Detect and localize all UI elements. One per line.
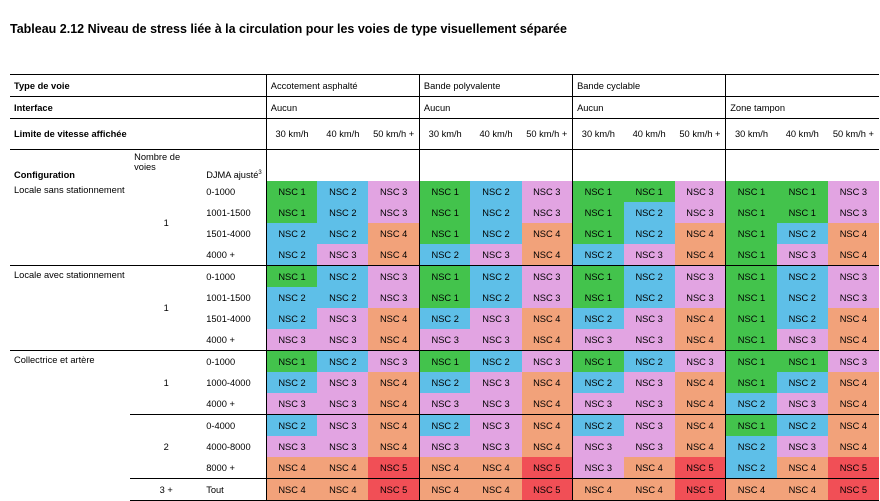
- stress-cell: NSC 4: [675, 223, 726, 244]
- interface-group: Aucun: [573, 97, 726, 119]
- lane-count: 1: [130, 351, 202, 415]
- interface-group: Zone tampon: [726, 97, 879, 119]
- lane-count: 2: [130, 415, 202, 479]
- type-group: Accotement asphalté: [266, 75, 419, 97]
- empty-group-cell: [419, 150, 572, 182]
- djma-range: 1001-1500: [206, 292, 251, 303]
- djma-range: 1501-4000: [206, 228, 251, 239]
- stress-cell: NSC 3: [266, 329, 317, 351]
- stress-cell: NSC 1: [777, 351, 828, 373]
- stress-cell: NSC 3: [317, 244, 368, 266]
- stress-cell: NSC 3: [828, 181, 879, 202]
- stress-cell: NSC 1: [726, 351, 777, 373]
- footnote-ref: 3: [258, 169, 262, 176]
- stress-cell: NSC 4: [368, 393, 419, 415]
- stress-cell: NSC 3: [317, 329, 368, 351]
- stress-cell: NSC 2: [470, 223, 521, 244]
- stress-cell: NSC 4: [368, 244, 419, 266]
- stress-cell: NSC 4: [522, 329, 573, 351]
- voies-label: Nombre de voies: [134, 152, 181, 172]
- stress-cell: NSC 4: [828, 244, 879, 266]
- stress-cell: NSC 4: [317, 457, 368, 479]
- stress-cell: NSC 5: [522, 479, 573, 501]
- stress-cell: NSC 3: [419, 329, 470, 351]
- stress-cell: NSC 4: [522, 393, 573, 415]
- stress-cell: NSC 3: [828, 266, 879, 288]
- stress-cell: NSC 1: [266, 351, 317, 373]
- speed-header: 40 km/h: [624, 119, 675, 150]
- stress-cell: NSC 2: [777, 266, 828, 288]
- lane-count: 3 +: [130, 479, 202, 501]
- stress-cell: NSC 3: [828, 287, 879, 308]
- stress-cell: NSC 4: [368, 372, 419, 393]
- type-label: Type de voie: [10, 75, 266, 97]
- stress-cell: NSC 1: [419, 202, 470, 223]
- stress-cell: NSC 2: [419, 308, 470, 329]
- stress-cell: NSC 4: [522, 223, 573, 244]
- stress-cell: NSC 3: [317, 372, 368, 393]
- stress-cell: NSC 1: [266, 266, 317, 288]
- stress-cell: NSC 4: [522, 436, 573, 457]
- stress-cell: NSC 2: [317, 202, 368, 223]
- stress-cell: NSC 1: [726, 202, 777, 223]
- stress-cell: NSC 4: [828, 308, 879, 329]
- stress-cell: NSC 3: [317, 393, 368, 415]
- stress-cell: NSC 3: [368, 202, 419, 223]
- stress-cell: NSC 4: [624, 479, 675, 501]
- djma-label-text: DJMA ajusté: [206, 170, 259, 180]
- stress-cell: NSC 3: [470, 244, 521, 266]
- stress-cell: NSC 5: [828, 479, 879, 501]
- stress-cell: NSC 3: [368, 181, 419, 202]
- djma-range: 1001-1500: [206, 207, 251, 218]
- speed-header: 50 km/h +: [675, 119, 726, 150]
- stress-cell: NSC 3: [675, 202, 726, 223]
- stress-cell: NSC 3: [828, 351, 879, 373]
- stress-cell: NSC 1: [419, 223, 470, 244]
- speed-header: 50 km/h +: [368, 119, 419, 150]
- stress-cell: NSC 3: [675, 351, 726, 373]
- stress-cell: NSC 3: [470, 308, 521, 329]
- stress-cell: NSC 3: [777, 329, 828, 351]
- stress-cell: NSC 2: [726, 436, 777, 457]
- stress-cell: NSC 3: [675, 287, 726, 308]
- djma-range: Tout: [202, 479, 266, 501]
- stress-cell: NSC 3: [573, 393, 624, 415]
- stress-cell: NSC 4: [777, 457, 828, 479]
- speed-header: 50 km/h +: [828, 119, 879, 150]
- stress-cell: NSC 5: [828, 457, 879, 479]
- stress-cell: NSC 1: [419, 266, 470, 288]
- stress-cell: NSC 3: [419, 436, 470, 457]
- type-group: Bande cyclable: [573, 75, 726, 97]
- stress-cell: NSC 4: [828, 393, 879, 415]
- speed-header: 40 km/h: [470, 119, 521, 150]
- stress-cell: NSC 1: [266, 181, 317, 202]
- speed-header: 30 km/h: [266, 119, 317, 150]
- stress-cell: NSC 4: [419, 479, 470, 501]
- stress-cell: NSC 4: [368, 308, 419, 329]
- stress-cell: NSC 4: [317, 479, 368, 501]
- stress-cell: NSC 1: [419, 287, 470, 308]
- djma-range: 0-1000: [202, 351, 266, 373]
- djma-label: [202, 150, 266, 182]
- stress-cell: NSC 4: [828, 329, 879, 351]
- config-name: Locale sans stationnement: [14, 185, 125, 195]
- djma-range: 0-1000: [202, 266, 266, 288]
- stress-cell: NSC 3: [624, 415, 675, 437]
- stress-cell: NSC 3: [522, 181, 573, 202]
- lane-count: 1: [163, 218, 169, 228]
- stress-cell: NSC 5: [675, 479, 726, 501]
- stress-cell: NSC 4: [522, 372, 573, 393]
- stress-cell: NSC 1: [419, 351, 470, 373]
- stress-cell: NSC 1: [573, 202, 624, 223]
- stress-cell: NSC 3: [624, 372, 675, 393]
- stress-cell: NSC 3: [470, 415, 521, 437]
- stress-cell: NSC 2: [317, 266, 368, 288]
- stress-cell: NSC 2: [624, 287, 675, 308]
- stress-cell: NSC 2: [266, 223, 317, 244]
- stress-cell: NSC 3: [522, 202, 573, 223]
- djma-range: 1000-4000: [206, 377, 251, 388]
- stress-cell: NSC 4: [675, 372, 726, 393]
- stress-cell: NSC 3: [317, 436, 368, 457]
- stress-cell: NSC 1: [726, 266, 777, 288]
- stress-cell: NSC 1: [573, 266, 624, 288]
- stress-cell: NSC 3: [470, 436, 521, 457]
- stress-cell: NSC 3: [317, 415, 368, 437]
- stress-cell: NSC 4: [828, 436, 879, 457]
- stress-cell: NSC 5: [368, 479, 419, 501]
- stress-cell: NSC 3: [368, 351, 419, 373]
- table-title: Tableau 2.12 Niveau de stress liée à la circulation pour les voies de type visuellement séparée: [10, 22, 567, 36]
- stress-cell: NSC 3: [675, 266, 726, 288]
- stress-cell: NSC 4: [675, 415, 726, 437]
- type-group: Bande polyvalente: [419, 75, 572, 97]
- stress-cell: NSC 2: [777, 223, 828, 244]
- stress-cell: NSC 1: [573, 287, 624, 308]
- stress-cell: NSC 3: [573, 436, 624, 457]
- stress-cell: NSC 4: [675, 436, 726, 457]
- stress-cell: NSC 4: [726, 479, 777, 501]
- stress-cell: NSC 3: [470, 393, 521, 415]
- stress-cell: NSC 1: [726, 223, 777, 244]
- stress-cell: NSC 2: [573, 308, 624, 329]
- stress-cell: NSC 3: [624, 436, 675, 457]
- stress-cell: NSC 2: [726, 457, 777, 479]
- stress-cell: NSC 2: [624, 202, 675, 223]
- stress-cell: NSC 1: [573, 223, 624, 244]
- stress-cell: NSC 4: [675, 244, 726, 266]
- stress-cell: NSC 4: [368, 329, 419, 351]
- stress-cell: NSC 4: [522, 244, 573, 266]
- lane-count: 1: [130, 266, 202, 351]
- stress-cell: NSC 2: [573, 244, 624, 266]
- stress-cell: NSC 4: [470, 457, 521, 479]
- stress-level-table: [10, 74, 879, 501]
- stress-cell: NSC 4: [828, 223, 879, 244]
- stress-cell: NSC 4: [573, 479, 624, 501]
- stress-cell: NSC 3: [624, 329, 675, 351]
- speed-header: 30 km/h: [419, 119, 470, 150]
- speed-header: 40 km/h: [777, 119, 828, 150]
- interface-group: Aucun: [266, 97, 419, 119]
- stress-cell: NSC 2: [317, 223, 368, 244]
- stress-cell: NSC 4: [522, 415, 573, 437]
- interface-group: Aucun: [419, 97, 572, 119]
- stress-cell: NSC 1: [777, 181, 828, 202]
- stress-cell: NSC 2: [419, 415, 470, 437]
- stress-cell: NSC 4: [368, 436, 419, 457]
- stress-cell: NSC 1: [726, 181, 777, 202]
- stress-cell: NSC 4: [368, 223, 419, 244]
- stress-cell: NSC 3: [522, 266, 573, 288]
- djma-range: 4000 +: [206, 249, 235, 260]
- djma-range: 0-1000: [206, 186, 236, 197]
- stress-cell: NSC 3: [266, 393, 317, 415]
- stress-cell: NSC 2: [470, 202, 521, 223]
- stress-cell: NSC 2: [470, 181, 521, 202]
- empty-group-cell: [266, 150, 419, 182]
- stress-cell: NSC 3: [777, 436, 828, 457]
- stress-cell: NSC 3: [522, 287, 573, 308]
- stress-cell: NSC 1: [573, 351, 624, 373]
- stress-cell: NSC 5: [675, 457, 726, 479]
- stress-cell: NSC 1: [726, 287, 777, 308]
- djma-range: 8000 +: [206, 462, 235, 473]
- stress-cell: NSC 3: [317, 308, 368, 329]
- stress-cell: NSC 1: [726, 372, 777, 393]
- speed-header: 40 km/h: [317, 119, 368, 150]
- stress-cell: NSC 3: [624, 308, 675, 329]
- stress-cell: NSC 1: [726, 329, 777, 351]
- stress-cell: NSC 3: [266, 436, 317, 457]
- stress-cell: NSC 2: [777, 372, 828, 393]
- stress-cell: NSC 4: [624, 457, 675, 479]
- stress-cell: NSC 3: [419, 393, 470, 415]
- speed-header: 30 km/h: [573, 119, 624, 150]
- config-label: Configuration: [14, 170, 75, 180]
- stress-cell: NSC 2: [266, 244, 317, 266]
- stress-cell: NSC 2: [726, 393, 777, 415]
- stress-cell: NSC 2: [266, 372, 317, 393]
- stress-cell: NSC 2: [624, 351, 675, 373]
- stress-cell: NSC 4: [522, 308, 573, 329]
- speed-header: 50 km/h +: [522, 119, 573, 150]
- stress-cell: NSC 2: [317, 181, 368, 202]
- stress-cell: NSC 3: [624, 393, 675, 415]
- stress-cell: NSC 4: [828, 415, 879, 437]
- stress-cell: NSC 3: [368, 287, 419, 308]
- stress-cell: NSC 2: [266, 287, 317, 308]
- empty-group-cell: [573, 150, 726, 182]
- stress-cell: NSC 2: [624, 266, 675, 288]
- stress-cell: NSC 4: [675, 329, 726, 351]
- config-name: Locale avec stationnement: [10, 266, 130, 351]
- stress-cell: NSC 2: [470, 351, 521, 373]
- stress-cell: NSC 1: [266, 202, 317, 223]
- stress-cell: NSC 4: [675, 308, 726, 329]
- stress-cell: NSC 1: [777, 202, 828, 223]
- stress-cell: NSC 3: [777, 393, 828, 415]
- stress-cell: NSC 1: [726, 308, 777, 329]
- stress-cell: NSC 2: [777, 415, 828, 437]
- stress-cell: NSC 2: [470, 287, 521, 308]
- speed-label: Limite de vitesse affichée: [10, 119, 266, 150]
- speed-header: 30 km/h: [726, 119, 777, 150]
- djma-range: 1501-4000: [206, 313, 251, 324]
- stress-cell: NSC 3: [624, 244, 675, 266]
- stress-cell: NSC 2: [317, 287, 368, 308]
- config-name: Collectrice et artère: [10, 351, 130, 501]
- stress-cell: NSC 3: [828, 202, 879, 223]
- djma-range: 4000 +: [206, 334, 235, 345]
- djma-range: 0-4000: [202, 415, 266, 437]
- stress-cell: NSC 2: [777, 308, 828, 329]
- stress-cell: NSC 3: [573, 329, 624, 351]
- stress-cell: NSC 4: [368, 415, 419, 437]
- empty-group-cell: [726, 150, 879, 182]
- stress-cell: NSC 2: [573, 372, 624, 393]
- stress-cell: NSC 2: [419, 372, 470, 393]
- stress-cell: NSC 4: [266, 457, 317, 479]
- stress-cell: NSC 3: [675, 181, 726, 202]
- stress-cell: NSC 2: [470, 266, 521, 288]
- stress-cell: NSC 2: [777, 287, 828, 308]
- stress-cell: NSC 4: [777, 479, 828, 501]
- stress-cell: NSC 5: [368, 457, 419, 479]
- stress-cell: NSC 4: [419, 457, 470, 479]
- interface-label: Interface: [10, 97, 266, 119]
- stress-cell: NSC 2: [573, 415, 624, 437]
- stress-cell: NSC 1: [726, 415, 777, 437]
- stress-cell: NSC 3: [470, 329, 521, 351]
- type-group: [726, 75, 879, 97]
- stress-cell: NSC 1: [573, 181, 624, 202]
- stress-cell: NSC 3: [368, 266, 419, 288]
- stress-cell: NSC 3: [522, 351, 573, 373]
- stress-cell: NSC 3: [470, 372, 521, 393]
- stress-cell: NSC 5: [522, 457, 573, 479]
- stress-cell: NSC 2: [266, 308, 317, 329]
- stress-cell: NSC 4: [675, 393, 726, 415]
- stress-cell: NSC 4: [266, 479, 317, 501]
- djma-range: 4000 +: [206, 398, 235, 409]
- stress-cell: NSC 3: [573, 457, 624, 479]
- stress-cell: NSC 2: [317, 351, 368, 373]
- stress-cell: NSC 3: [777, 244, 828, 266]
- stress-cell: NSC 4: [470, 479, 521, 501]
- stress-cell: NSC 2: [624, 223, 675, 244]
- stress-cell: NSC 2: [266, 415, 317, 437]
- stress-cell: NSC 4: [828, 372, 879, 393]
- stress-cell: NSC 1: [726, 244, 777, 266]
- stress-cell: NSC 2: [419, 244, 470, 266]
- djma-range: 4000-8000: [206, 441, 251, 452]
- stress-cell: NSC 1: [419, 181, 470, 202]
- stress-cell: NSC 1: [624, 181, 675, 202]
